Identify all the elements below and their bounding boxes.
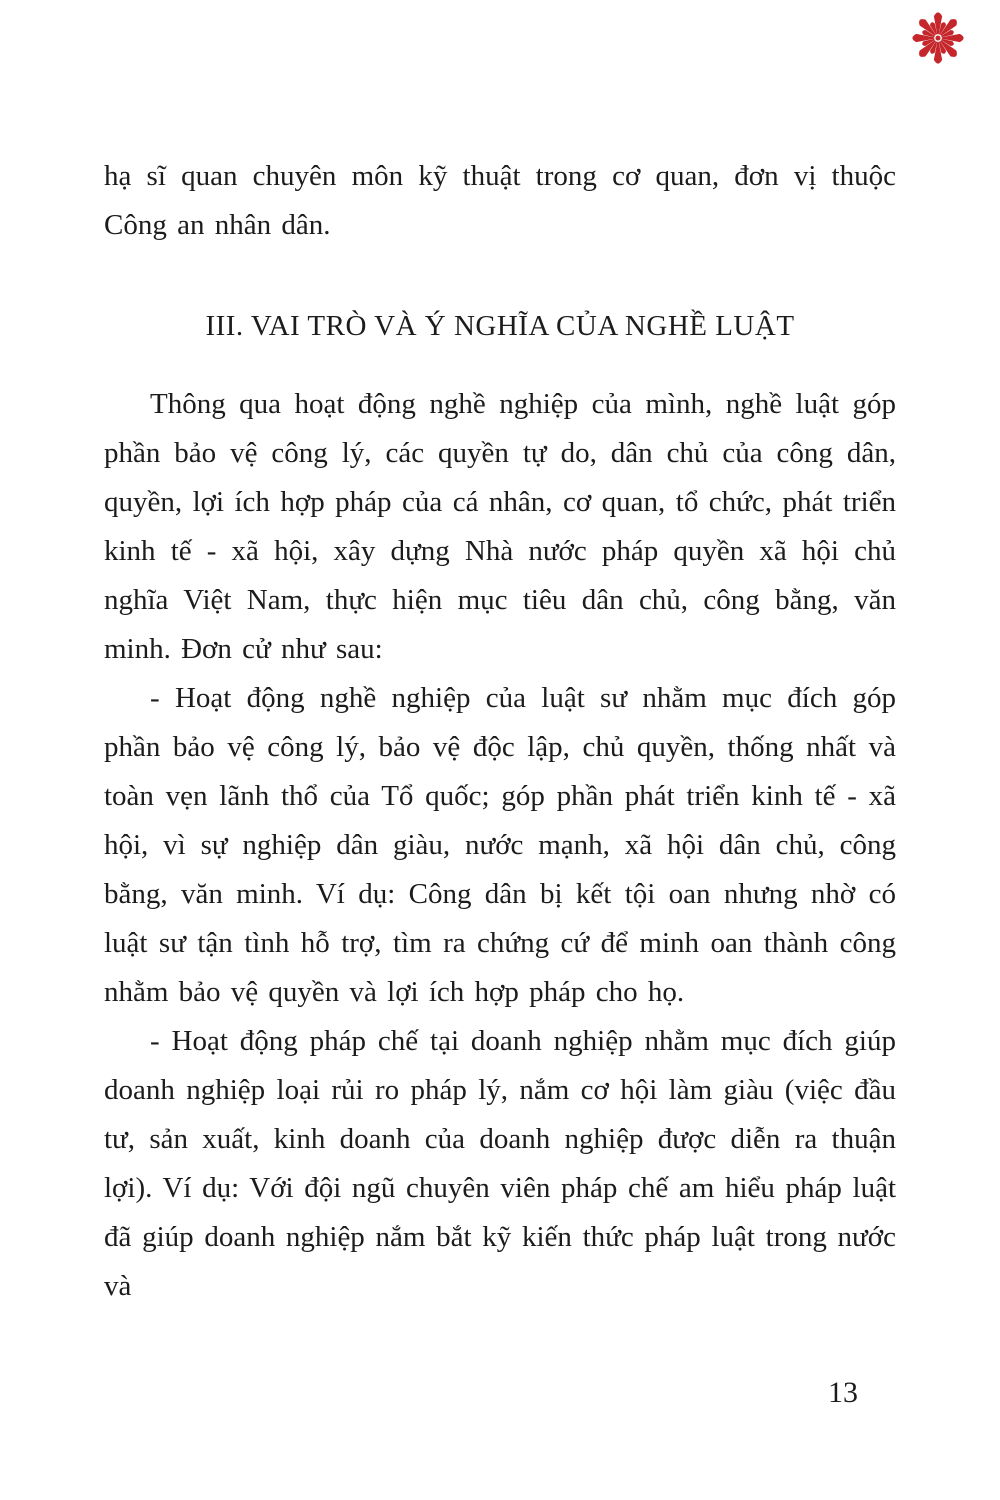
paragraph: - Hoạt động nghề nghiệp của luật sư nhằm mục đích góp phần bảo vệ công lý, bảo vệ độc lập, chủ quyền, thống nhất và toàn vẹn lãnh thổ của Tổ quốc; góp phần phát triển kinh tế - xã hội, vì sự nghiệp dân giàu, nước mạnh, xã hội dân chủ, công bằng, văn minh. Ví dụ: Công dân bị kết tội oan nhưng nhờ có luật sư tận tình hỗ trợ, tìm ra chứng cứ để minh oan thành công nhằm bảo vệ quyền và lợi ích hợp pháp cho họ. (104, 682, 896, 1008)
paragraph-continuation: hạ sĩ quan chuyên môn kỹ thuật trong cơ quan, đơn vị thuộc Công an nhân dân. (104, 160, 896, 241)
paragraph: Thông qua hoạt động nghề nghiệp của mình, nghề luật góp phần bảo vệ công lý, các quyền tự do, dân chủ của công dân, quyền, lợi ích hợp pháp của cá nhân, cơ quan, tổ chức, phát triển kinh tế - xã hội, xây dựng Nhà nước pháp quyền xã hội chủ nghĩa Việt Nam, thực hiện mục tiêu dân chủ, công bằng, văn minh. Đơn cử như sau: (104, 388, 896, 665)
page-number: 13 (828, 1376, 858, 1409)
section-heading: III. VAI TRÒ VÀ Ý NGHĨA CỦA NGHỀ LUẬT (205, 310, 795, 342)
publisher-logo-icon (906, 6, 970, 70)
paragraph: - Hoạt động pháp chế tại doanh nghiệp nhằm mục đích giúp doanh nghiệp loại rủi ro pháp lý, nắm cơ hội làm giàu (việc đầu tư, sản xuất, kinh doanh của doanh nghiệp được diễn ra thuận lợi). Ví dụ: Với đội ngũ chuyên viên pháp chế am hiểu pháp luật đã giúp doanh nghiệp nắm bắt kỹ kiến thức pháp luật trong nước và (104, 1025, 896, 1302)
text-column (104, 152, 896, 1311)
